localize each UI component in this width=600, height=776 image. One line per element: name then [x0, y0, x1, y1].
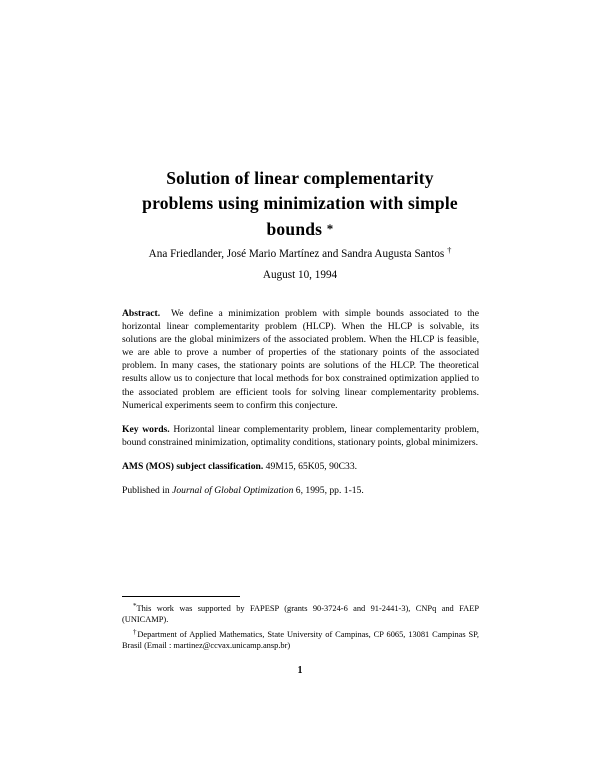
keywords-text: Horizontal linear complementarity problem, linear complementarity problem, bound constrained minimization, optimality conditions, stationary points, global minimizers.	[122, 423, 479, 448]
author-names: Ana Friedlander, José Mario Martínez and Sandra Augusta Santos	[148, 248, 445, 260]
abstract-text: We define a minimization problem with simple bounds associated to the horizontal linear complementarity problem (HLCP). When the HLCP is solvable, its solutions are the global minimizers of the associated problem. When the HLCP is feasible, we are able to prove a number of properties of the stationary points of the associated problem. In many cases, the stationary points are solutions of the HLCP. The theoretical results allow us to conjecture that local methods for box constrained optimization applied to the associated problem are efficient tools for solving linear complementarity problems. Numerical experiments seem to confirm this conjecture.	[122, 308, 479, 411]
footnote-text: This work was supported by FAPESP (grants 90-3724-6 and 91-2441-3), CNPq and FAEP (UNICAMP).	[122, 604, 479, 625]
author-list	[80, 243, 520, 261]
journal-name: Journal of Global Optimization	[172, 485, 294, 497]
title-footnote-marker: *	[326, 221, 334, 236]
footnote-marker-dagger: †	[133, 627, 138, 636]
published-in-line	[122, 484, 479, 497]
page-title	[108, 166, 492, 242]
ams-label: AMS (MOS) subject classification.	[122, 460, 264, 472]
footnote-text: Department of Applied Mathematics, State University of Campinas, CP 6065, 13081 Campinas SP, Brasil (Email : martinez@ccvax.unicamp.ansp.br)	[122, 629, 479, 651]
abstract-label: Abstract.	[122, 308, 161, 319]
footnote-block	[122, 601, 479, 653]
footnote-item	[122, 601, 479, 626]
keywords-label: Key words.	[122, 423, 170, 435]
authors-footnote-marker: †	[447, 245, 452, 255]
footnote-item	[122, 627, 479, 652]
footnote-marker-asterisk: *	[133, 602, 137, 610]
keywords-paragraph	[122, 423, 479, 449]
published-suffix: 6, 1995, pp. 1-15.	[295, 485, 364, 497]
title-line-3-text: bounds	[266, 219, 323, 239]
published-prefix: Published in	[122, 485, 170, 497]
footnote-separator-rule	[122, 596, 240, 597]
publication-date: August 10, 1994	[262, 269, 338, 281]
page-number: 1	[297, 665, 303, 676]
abstract-paragraph	[122, 307, 479, 412]
ams-classification-paragraph	[122, 460, 479, 473]
ams-text: 49M15, 65K05, 90C33.	[265, 460, 358, 472]
title-line-3	[108, 216, 492, 242]
title-line-2: problems using minimization with simple	[142, 193, 458, 213]
document-body	[122, 307, 479, 497]
title-line-1: Solution of linear complementarity	[166, 168, 434, 188]
